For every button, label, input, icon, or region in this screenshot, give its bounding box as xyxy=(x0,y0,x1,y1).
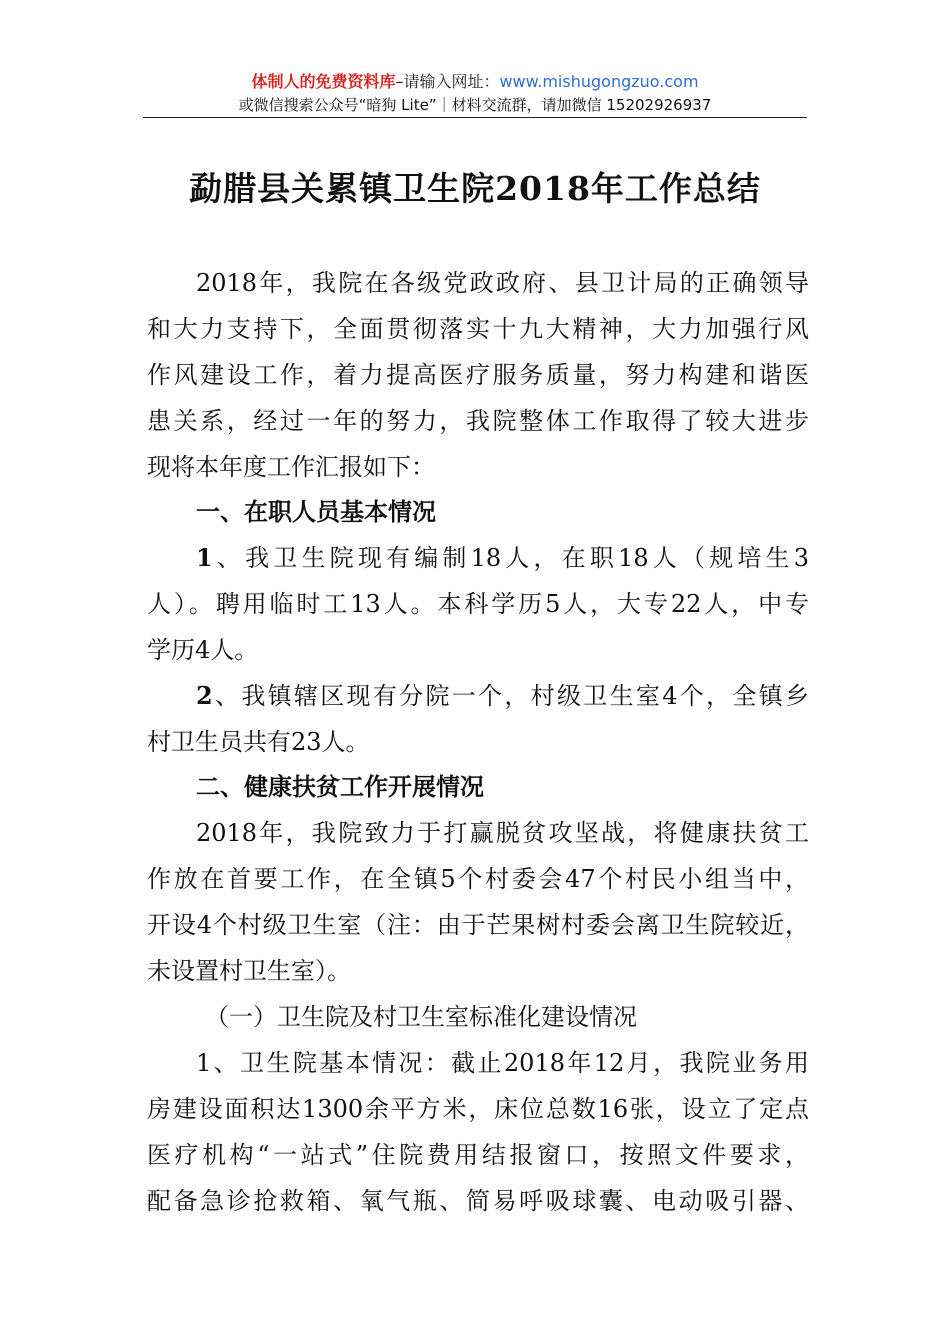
paragraph-line: 1、卫生院基本情况：截止2018年12月，我院业务用 xyxy=(196,1049,809,1077)
document-title: 勐腊县关累镇卫生院2018年工作总结 xyxy=(189,169,761,208)
header-url-prompt: –请输入网址： xyxy=(395,72,500,91)
subsection-heading-1: （一）卫生院及村卫生室标准化建设情况 xyxy=(205,1003,637,1031)
list-item-text: 、我卫生院现有编制18人，在职18人（规培生3 xyxy=(212,544,809,572)
list-item-line: 村卫生员共有23人。 xyxy=(147,728,370,756)
paragraph-line: 配备急诊抢救箱、氧气瓶、简易呼吸球囊、电动吸引器、 xyxy=(147,1187,809,1215)
paragraph-line: 作放在首要工作，在全镇5个村委会47个村民小组当中， xyxy=(147,865,809,893)
section-heading-1: 一、在职人员基本情况 xyxy=(196,498,436,526)
header-url-link[interactable]: www.mishugongzuo.com xyxy=(499,72,699,91)
paragraph-line: 2018年，我院致力于打赢脱贫攻坚战，将健康扶贫工 xyxy=(196,819,809,847)
header-divider xyxy=(143,117,807,118)
list-item-number: 1 xyxy=(196,543,213,572)
paragraph-line: 未设置村卫生室）。 xyxy=(147,957,351,985)
list-item-line: 学历4人。 xyxy=(147,636,259,664)
paragraph-line: 开设4个村级卫生室（注：由于芒果树村委会离卫生院较近， xyxy=(147,911,809,939)
paragraph-line: 作风建设工作，着力提高医疗服务质量，努力构建和谐医 xyxy=(147,361,809,389)
list-item-line xyxy=(196,679,809,713)
paragraph-line: 患关系，经过一年的努力，我院整体工作取得了较大进步 xyxy=(147,407,809,435)
header-line-2: 或微信搜索公众号“暗狗 Lite”｜材料交流群，请加微信 15202926937 xyxy=(238,96,712,114)
paragraph-line: 医疗机构“一站式”住院费用结报窗口，按照文件要求， xyxy=(147,1141,809,1169)
list-item-line: 人）。聘用临时工13人。本科学历5人，大专22人，中专 xyxy=(147,590,809,618)
paragraph-line: 2018年，我院在各级党政政府、县卫计局的正确领导 xyxy=(196,269,809,297)
list-item-line xyxy=(196,541,809,575)
paragraph-line: 现将本年度工作汇报如下： xyxy=(147,453,435,481)
list-item-text: 、我镇辖区现有分院一个，村级卫生室4个，全镇乡 xyxy=(212,682,809,710)
section-heading-2: 二、健康扶贫工作开展情况 xyxy=(196,773,484,801)
paragraph-line: 房建设面积达1300余平方米，床位总数16张，设立了定点 xyxy=(147,1095,809,1123)
header-line-1 xyxy=(143,70,807,94)
list-item-number: 2 xyxy=(196,681,213,710)
header-site-name: 体制人的免费资料库 xyxy=(251,72,396,91)
page-header xyxy=(143,70,807,116)
paragraph-line: 和大力支持下，全面贯彻落实十九大精神，大力加强行风 xyxy=(147,315,809,343)
